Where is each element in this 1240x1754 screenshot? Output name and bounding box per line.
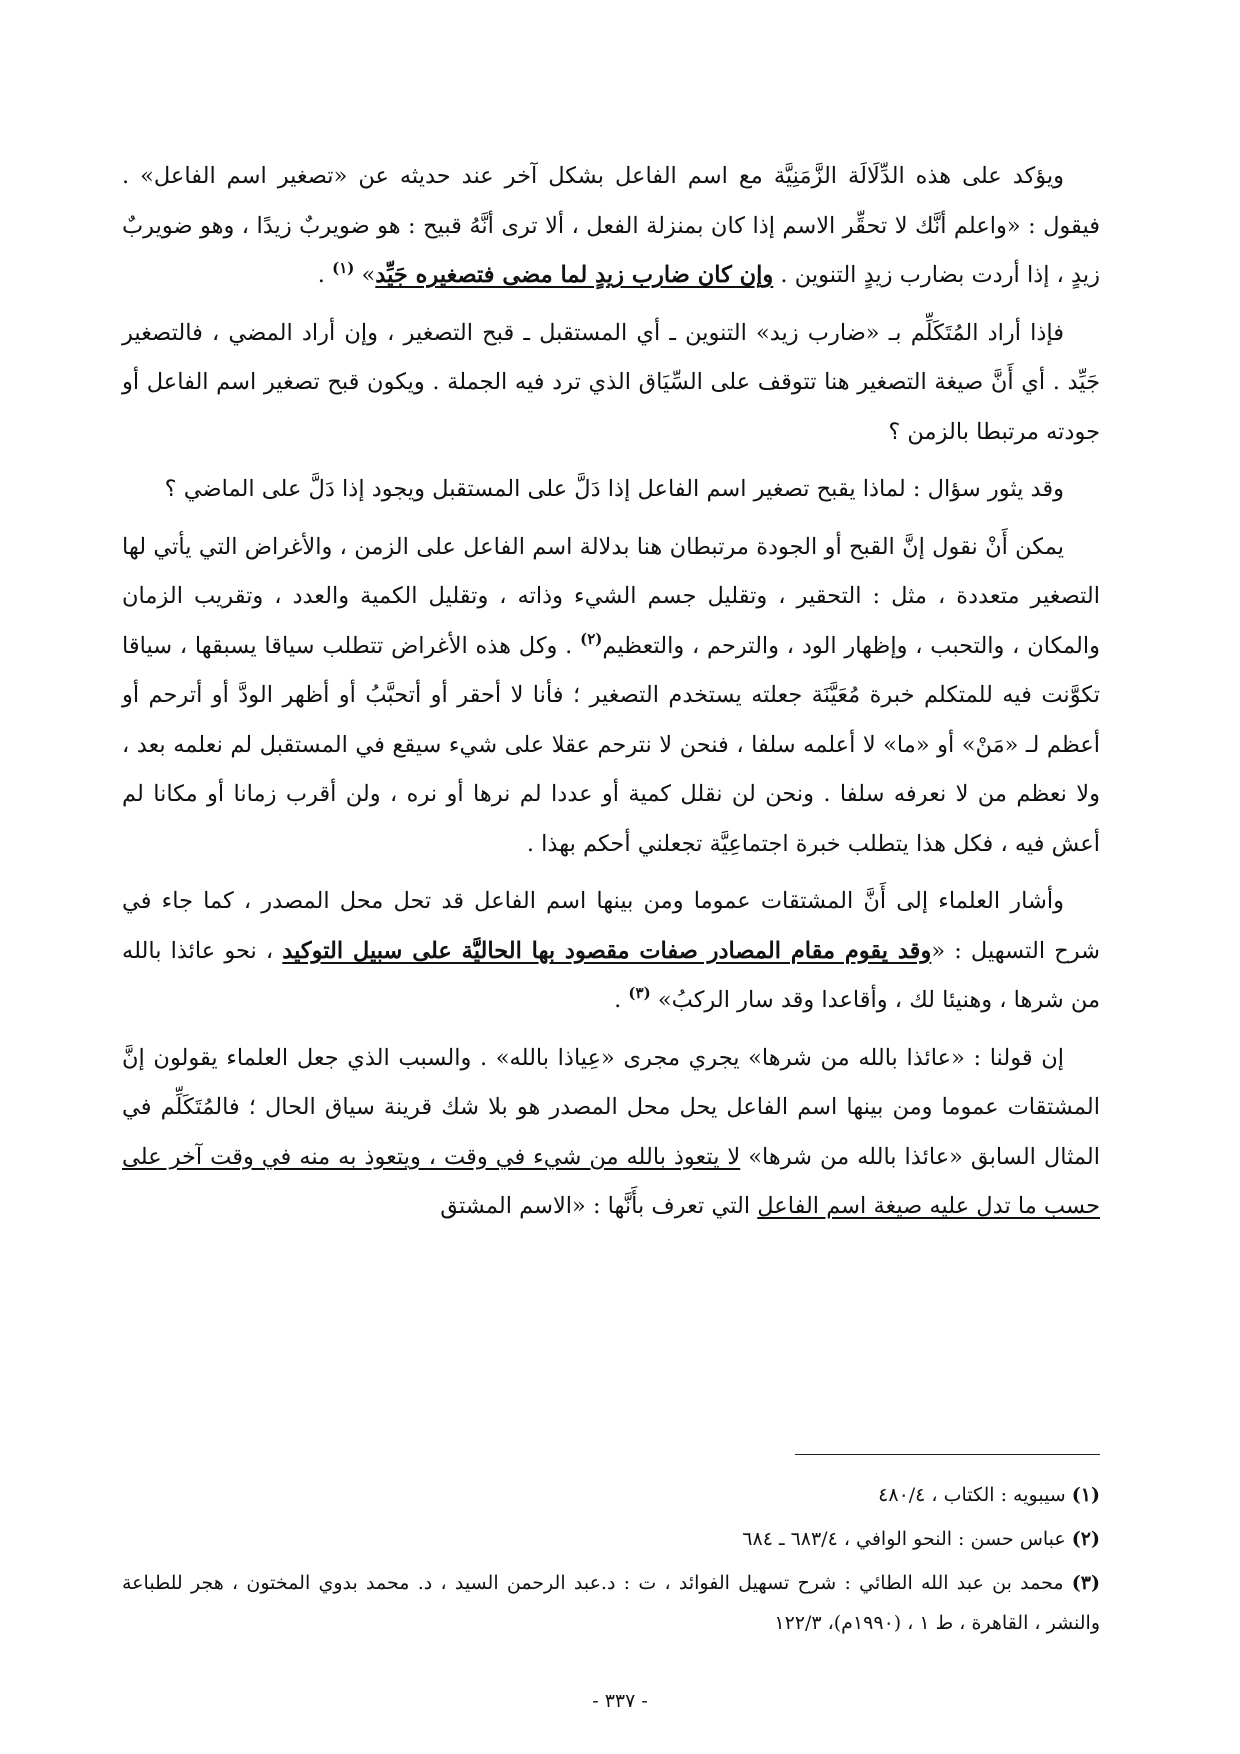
quote-close: » [354, 262, 376, 288]
page-number: - ٣٣٧ - [592, 1690, 648, 1712]
footnote-number: (١) [1071, 1484, 1100, 1506]
footnote-number: (٣) [1071, 1572, 1101, 1594]
paragraph-1-text: ويؤكد على هذه الدِّلَالَة الزَّمَنِيَّة مع اسم الفاعل بشكل آخر عند حديثه عن «تصغير اسم الفاعل» . فيقول : «واعلم أنَّك لا تحقِّر الاسم إذا كان بمنزلة الفعل ، ألا ترى أنَّهُ قبيح : هو ضويربٌ زيدًا ، وهو ضويربٌ زيدٍ ، إذا أردت بضارب زيدٍ التنوين . [122, 163, 1100, 288]
footnote-ref-2[interactable]: (٢) [580, 629, 603, 648]
footnote-divider [795, 1454, 1100, 1455]
paragraph-2: فإذا أراد المُتَكَلِّم بـ «ضارب زيد» التنوين ـ أي المستقبل ـ قبح التصغير ، وإن أراد المضي ، فالتصغير جَيِّد . أي أَنَّ صيغة التصغير هنا تتوقف على السِّيَاق الذي ترد فيه الجملة . ويكون قبح تصغير اسم الفاعل أو جودته مرتبطا بالزمن ؟ [122, 319, 1100, 445]
paragraph-5-text: وأشار العلماء إلى أَنَّ المشتقات عموما ومن بينها اسم الفاعل قد تحل محل المصدر ، كما جاء في شرح التسهيل : « [122, 888, 1101, 964]
paragraph-5 [122, 877, 1100, 1026]
footnote-3 [122, 1563, 1100, 1643]
footnote-ref-3[interactable]: (٣) [628, 984, 651, 1002]
paragraph-4-text-cont: . وكل هذه الأغراض تتطلب سياقا يسبقها ، سياقا تكوَّنت فيه للمتكلم خبرة مُعَيَّنَة جعلته يستخدم التصغير ؛ فأنا لا أحقر أو أتحبَّبُ أو أظهر الودَّ أو أترحم أو أعظم لـ «مَنْ» أو «ما» لا أعلمه سلفا ، فنحن لا نترحم عقلا على شيء سيقع في المستقبل لم نعلمه بعد ، ولا نعظم من لا نعرفه سلفا . ونحن لن نقلل كمية أو عددا لم نرها أو نره ، ولن أقرب زمانا أو مكانا لم أعش فيه ، فكل هذا يتطلب خبرة اجتماعِيَّة تجعلني أحكم بهذا . [122, 632, 1100, 857]
paragraph-3: وقد يثور سؤال : لماذا يقبح تصغير اسم الفاعل إذا دَلَّ على المستقبل ويجود إذا دَلَّ على الماضي ؟ [164, 476, 1064, 502]
paragraph-6-text-cont: التي تعرف بأَنَّها : «الاسم المشتق [440, 1193, 758, 1219]
footnote-text: سيبويه : الكتاب ، ٤٨٠/٤ [878, 1484, 1072, 1506]
footnote-2 [122, 1519, 1100, 1559]
paragraph-5-end: . [614, 987, 629, 1013]
paragraph-5-emphasis: وقد يقوم مقام المصادر صفات مقصود بها الحاليَّة على سبيل التوكيد [282, 937, 932, 964]
body-text [122, 152, 1100, 1232]
paragraph-6-text: إن قولنا : «عائذا بالله من شرها» يجري مجرى «عِياذا بالله» . والسبب الذي جعل العلماء يقولون إنَّ المشتقات عموما ومن بينها اسم الفاعل يحل محل المصدر هو بلا شك قرينة سياق الحال ؛ فالمُتَكَلِّم في المثال السابق «عائذا بالله من شرها» [122, 1044, 1100, 1170]
footnote-1 [122, 1475, 1100, 1515]
footnote-ref-1[interactable]: (١) [332, 259, 355, 277]
paragraph-5-text-cont: ، نحو عائذا بالله من شرها ، وهنيئا لك ، وأقاعدا وقد سار الركبُ» [122, 937, 1100, 1013]
footnote-number: (٢) [1071, 1528, 1100, 1550]
footnotes [122, 1475, 1100, 1647]
footnote-text: محمد بن عبد الله الطائي : شرح تسهيل الفوائد ، ت : د.عبد الرحمن السيد ، د. محمد بدوي المختون ، هجر للطباعة والنشر ، القاهرة ، ط ١ ، (١٩٩٠م)، ١٢٢/٣ [122, 1572, 1100, 1634]
paragraph-1-end: . [317, 262, 333, 288]
paragraph-4-text: يمكن أَنْ نقول إنَّ القبح أو الجودة مرتبطان هنا بدلالة اسم الفاعل على الزمن ، والأغراض التي يأتي لها التصغير متعددة ، مثل : التحقير ، وتقليل جسم الشيء وذاته ، وتقليل الكمية والعدد ، وتقريب الزمان والمكان ، والتحبب ، وإظهار الود ، والترحم ، والتعظيم [122, 533, 1100, 659]
footnote-text: عباس حسن : النحو الوافي ، ٦٨٣/٤ ـ ٦٨٤ [742, 1528, 1072, 1550]
paragraph-6-underlined: لا يتعوذ بالله من شيء في وقت ، ويتعوذ به منه في وقت آخر على حسب ما تدل عليه صيغة اسم الفاعل [122, 1143, 1100, 1219]
paragraph-1-emphasis: وإن كان ضارب زيدٍ لما مضى فتصغيره جَيِّد [375, 262, 774, 288]
paragraph-4 [122, 523, 1100, 870]
paragraph-1 [122, 152, 1100, 301]
paragraph-6 [122, 1034, 1100, 1232]
